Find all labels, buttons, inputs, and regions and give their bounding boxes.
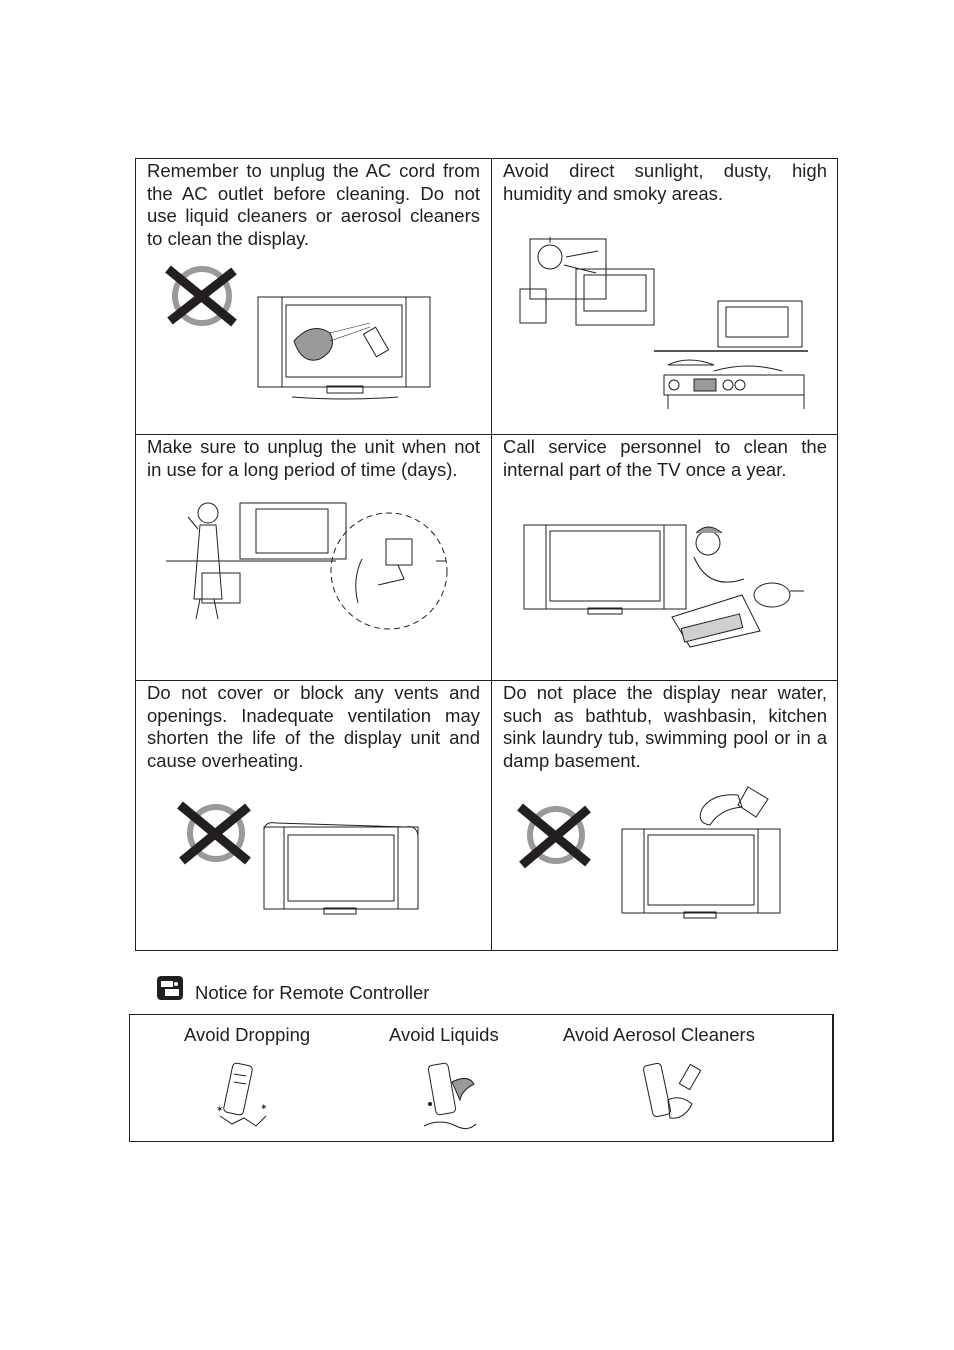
no-cleaning-spray-icon [162,261,462,401]
cell-text: Avoid direct sunlight, dusty, high humidity and smoky areas. [503,160,827,204]
unplug-traveler-icon [166,499,466,674]
svg-text:✶: ✶ [260,1103,268,1113]
remote-label-liquids: Avoid Liquids [389,1024,499,1045]
cell-text: Call service personnel to clean the internal part of the TV once a year. [503,436,827,480]
cell-text: Remember to unplug the AC cord from the AC outlet before cleaning. Do not use liquid cleaners or aerosol cleaners to clean the display. [147,160,480,249]
safety-grid [135,158,838,951]
notice-title: Notice for Remote Controller [195,982,430,1003]
svg-text:✶: ✶ [216,1105,224,1115]
remote-label-aerosol: Avoid Aerosol Cleaners [563,1024,755,1045]
remote-liquid-icon [420,1060,480,1136]
cell-text: Do not cover or block any vents and openings. Inadequate ventilation may shorten the life of the display unit and cause overheating. [147,682,480,771]
remote-aerosol-icon [640,1060,710,1128]
sunlight-kitchen-icon [518,237,818,412]
remote-notice-icon [156,975,184,1001]
cell-text: Do not place the display near water, such as bathtub, washbasin, kitchen sink laundry tub, swimming pool or in a damp basement. [503,682,827,771]
cell-unplug-long-period [136,435,491,680]
remote-drop-icon [214,1060,274,1134]
cell-avoid-sunlight [492,159,839,434]
remote-label-dropping: Avoid Dropping [184,1024,311,1045]
cell-unplug-cleaning [136,159,491,434]
service-technician-icon [522,521,832,651]
cell-call-service [492,435,839,680]
cell-avoid-water [492,681,839,951]
covered-display-icon [176,801,426,921]
cell-do-not-cover [136,681,491,951]
water-pour-icon [516,785,786,925]
cell-text: Make sure to unplug the unit when not in use for a long period of time (days). [147,436,480,480]
